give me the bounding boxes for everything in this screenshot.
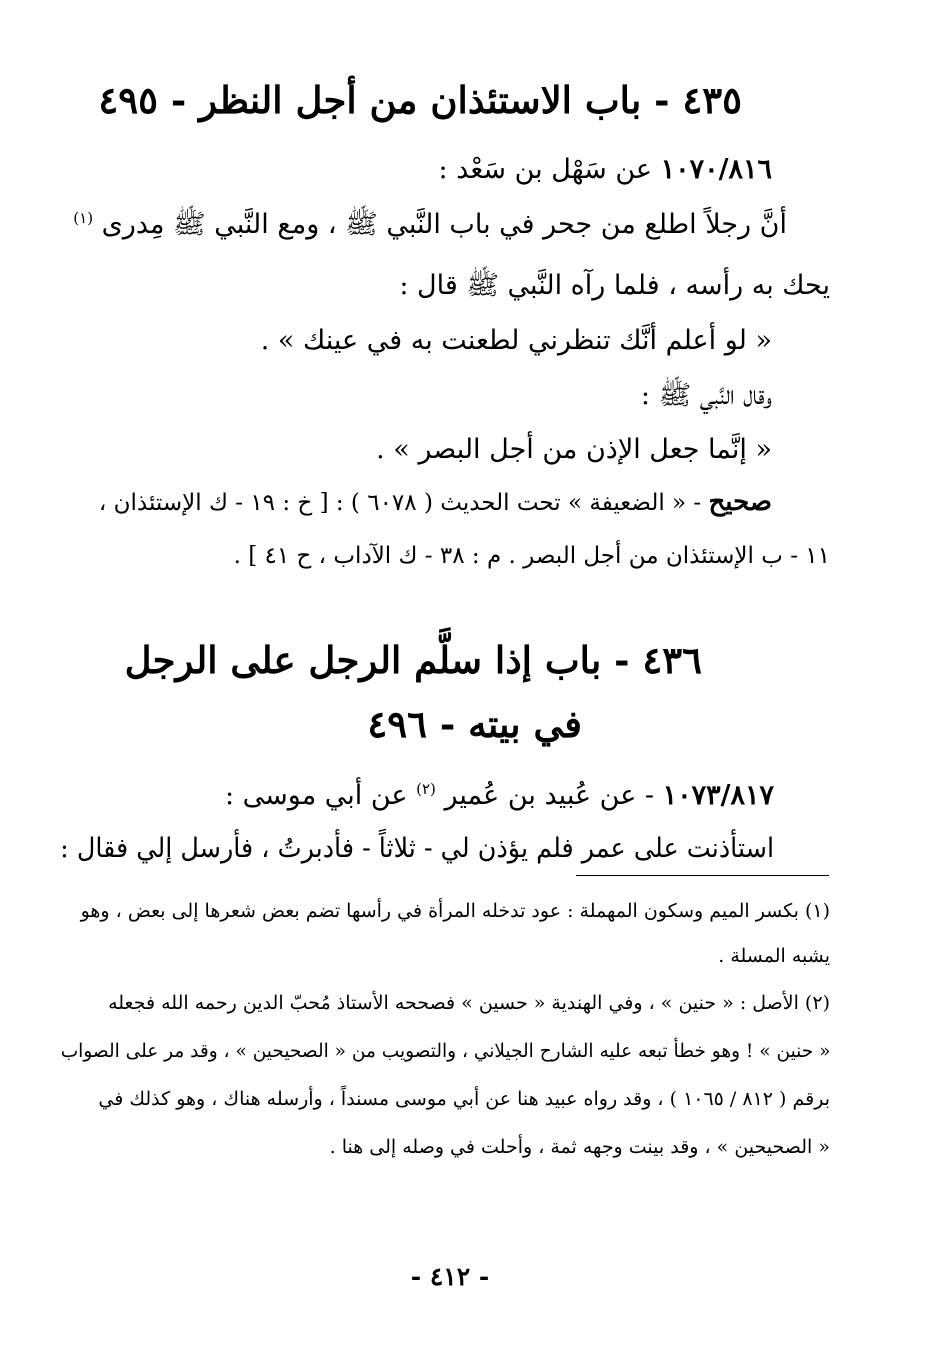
chapter-heading-435: ٤٣٥ - باب الاستئذان من أجل النظر - ٤٩٥ [98,78,742,122]
grading-line1 [99,487,772,517]
hadith-816-header [439,154,772,185]
text-line: أنَّ رجلاً اطلع من جحر في باب النَّبي ﷺ ، ومع النَّبي ﷺ مِدرى [101,209,787,240]
hadith-number: ١٠٧٣/٨١٧ [662,780,774,811]
hadith-816-line2: يحك به رأسه ، فلما رآه النَّبي ﷺ قال : [399,270,830,301]
hadith-816-line3: وقال النَّبي ﷺ : [640,380,772,411]
grading-text: - « الضعيفة » تحت الحديث ( ٦٠٧٨ ) : [ خ : ١٩ - ك الإستئذان ، [98,490,702,516]
footnote-1-line1: (١) بكسر الميم وسكون المهملة : عود تدخله المرأة في رأسها تضم بعض شعرها إلى بعض ، وهو [80,900,830,922]
hadith-817-header [225,780,774,811]
footnote-2-line3: برقم ( ٨١٢ / ١٠٦٥ ) ، وقد رواه عبيد هنا عن أبي موسى مسنداً ، وأرسله هناك ، وهو كذلك في [98,1088,830,1110]
grading-label: صحيح [708,487,772,517]
page-number: - ٤١٢ - [410,1262,490,1291]
footnote-marker-1: (١) [73,209,94,227]
hadith-intro: - عن عُبيد بن عُمير [444,780,655,811]
footnote-marker-2: (٢) [416,780,436,798]
hadith-816-quote1: « لو أعلم أنَّك تنظرني لطعنت به في عينك » . [260,325,772,356]
chapter-heading-436-line1: ٤٣٦ - باب إذا سلَّم الرجل على الرجل [124,638,702,682]
hadith-intro: عن سَهْل بن سَعْد : [438,154,653,185]
hadith-intro: عن أبي موسى : [224,780,408,811]
chapter-heading-436-line2: في بيته - ٤٩٦ [367,702,582,746]
footnote-2-line4: « الصحيحين » ، وقد بينت وجهه ثمة ، وأحلت في وصله إلى هنا . [329,1136,830,1158]
hadith-817-line1: استأذنت على عمر فلم يؤذن لي - ثلاثاً - فأدبرتُ ، فأرسل إلي فقال : [60,833,774,864]
footnote-2-line2: « حنين » ! وهو خطأ تبعه عليه الشارح الجيلاني ، والتصويب من « الصحيحين » ، وقد مر على الصواب [60,1040,830,1062]
hadith-816-quote2: « إنَّما جعل الإذن من أجل البصر » . [376,434,772,465]
footnote-separator [576,875,829,876]
footnote-2-line1: (٢) الأصل : « حنين » ، وفي الهندية « حسين » فصححه الأستاذ مُحبّ الدين رحمه الله فجعله [108,992,830,1014]
grading-line2: ١١ - ب الإستئذان من أجل البصر . م : ٣٨ - ك الآداب ، ح ٤١ ] . [233,543,830,569]
footnote-1-line2: يشبه المسلة . [718,945,830,967]
hadith-816-line1 [73,207,787,247]
hadith-number: ١٠٧٠/٨١٦ [660,154,772,185]
